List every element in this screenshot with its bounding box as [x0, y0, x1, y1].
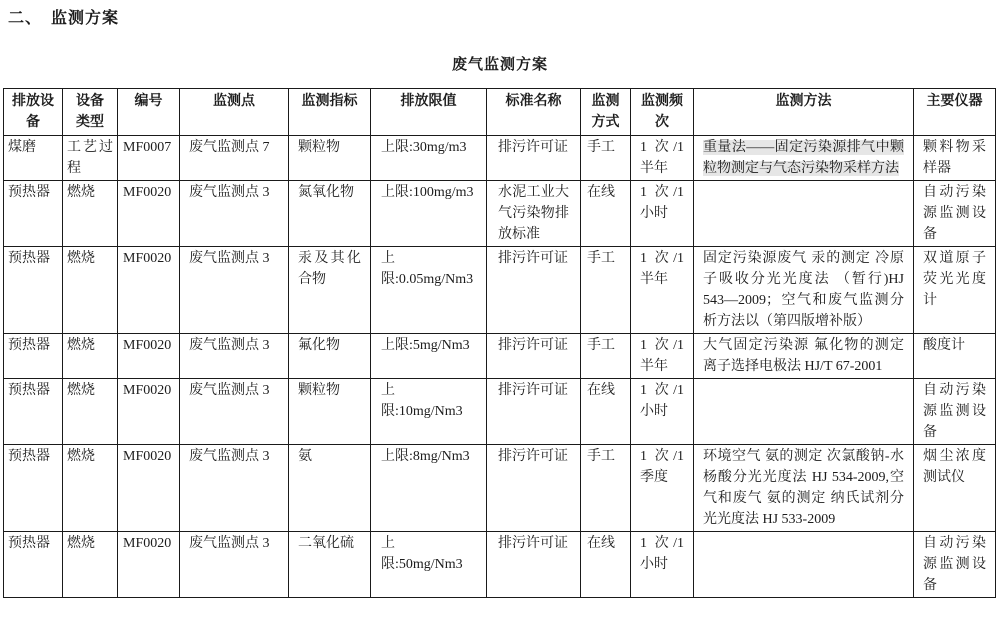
cell-limit: 上限:50mg/Nm3 [371, 532, 487, 598]
cell-point: 废气监测点 3 [180, 247, 289, 334]
cell-standard: 排污许可证 [487, 379, 581, 445]
cell-indicator: 二氧化硫 [289, 532, 371, 598]
cell-code: MF0020 [118, 379, 180, 445]
cell-instrument: 自动污染源监测设备 [914, 181, 996, 247]
cell-type: 燃烧 [63, 532, 118, 598]
cell-point: 废气监测点 3 [180, 181, 289, 247]
cell-instrument: 烟尘浓度测试仪 [914, 445, 996, 532]
cell-type: 燃烧 [63, 181, 118, 247]
table-row [4, 532, 996, 598]
cell-code: MF0020 [118, 532, 180, 598]
column-header: 监测方法 [694, 89, 914, 136]
table-row [4, 181, 996, 247]
cell-device: 煤磨 [4, 136, 63, 181]
cell-instrument: 自动污染源监测设备 [914, 379, 996, 445]
cell-type: 燃烧 [63, 247, 118, 334]
table-row [4, 136, 996, 181]
column-header: 排放限值 [371, 89, 487, 136]
column-header: 排放设备 [4, 89, 63, 136]
cell-method: 环境空气 氨的测定 次氯酸钠-水杨酸分光光度法 HJ 534-2009,空气和废气 氨的测定 纳氏试剂分光光度法 HJ 533-2009 [694, 445, 914, 532]
cell-limit: 上限:5mg/Nm3 [371, 334, 487, 379]
cell-type: 燃烧 [63, 334, 118, 379]
cell-instrument: 酸度计 [914, 334, 996, 379]
cell-indicator: 颗粒物 [289, 136, 371, 181]
table-row [4, 379, 996, 445]
cell-frequency: 1 次/1 小时 [631, 532, 694, 598]
cell-method [694, 136, 914, 181]
cell-instrument: 双道原子荧光光度计 [914, 247, 996, 334]
cell-code: MF0020 [118, 334, 180, 379]
cell-mode: 手工 [581, 247, 631, 334]
cell-instrument: 自动污染源监测设备 [914, 532, 996, 598]
cell-frequency: 1 次/1 半年 [631, 334, 694, 379]
cell-standard: 排污许可证 [487, 532, 581, 598]
cell-method: 大气固定污染源 氟化物的测定 离子选择电极法 HJ/T 67-2001 [694, 334, 914, 379]
cell-point: 废气监测点 3 [180, 334, 289, 379]
cell-code: MF0020 [118, 181, 180, 247]
section-title: 二、 监测方案 [8, 10, 120, 27]
cell-device: 预热器 [4, 532, 63, 598]
cell-type: 燃烧 [63, 445, 118, 532]
column-header: 主要仪器 [914, 89, 996, 136]
cell-device: 预热器 [4, 247, 63, 334]
table-row [4, 334, 996, 379]
cell-code: MF0020 [118, 247, 180, 334]
cell-point: 废气监测点 7 [180, 136, 289, 181]
cell-indicator: 汞及其化合物 [289, 247, 371, 334]
cell-frequency: 1 次/1 小时 [631, 181, 694, 247]
cell-mode: 手工 [581, 334, 631, 379]
cell-code: MF0007 [118, 136, 180, 181]
cell-method [694, 532, 914, 598]
cell-limit: 上限:100mg/m3 [371, 181, 487, 247]
column-header: 监测方式 [581, 89, 631, 136]
cell-device: 预热器 [4, 445, 63, 532]
cell-indicator: 氮氧化物 [289, 181, 371, 247]
cell-mode: 手工 [581, 136, 631, 181]
cell-frequency: 1 次/1 小时 [631, 379, 694, 445]
cell-device: 预热器 [4, 379, 63, 445]
table-row [4, 445, 996, 532]
cell-mode: 在线 [581, 532, 631, 598]
cell-method [694, 181, 914, 247]
cell-device: 预热器 [4, 334, 63, 379]
cell-point: 废气监测点 3 [180, 379, 289, 445]
column-header: 监测点 [180, 89, 289, 136]
column-header: 标准名称 [487, 89, 581, 136]
cell-standard: 排污许可证 [487, 445, 581, 532]
cell-limit: 上限:10mg/Nm3 [371, 379, 487, 445]
cell-limit: 上限:0.05mg/Nm3 [371, 247, 487, 334]
cell-method [694, 379, 914, 445]
cell-point: 废气监测点 3 [180, 532, 289, 598]
cell-indicator: 氨 [289, 445, 371, 532]
column-header: 设备类型 [63, 89, 118, 136]
column-header: 编号 [118, 89, 180, 136]
cell-instrument: 颗料物采样器 [914, 136, 996, 181]
cell-standard: 排污许可证 [487, 247, 581, 334]
cell-mode: 在线 [581, 379, 631, 445]
cell-indicator: 颗粒物 [289, 379, 371, 445]
cell-frequency: 1 次/1 半年 [631, 247, 694, 334]
cell-frequency: 1 次/1 半年 [631, 136, 694, 181]
cell-type: 燃烧 [63, 379, 118, 445]
cell-standard: 水泥工业大气污染物排放标准 [487, 181, 581, 247]
table-row [4, 247, 996, 334]
cell-mode: 手工 [581, 445, 631, 532]
header-row [4, 89, 996, 136]
cell-point: 废气监测点 3 [180, 445, 289, 532]
cell-code: MF0020 [118, 445, 180, 532]
cell-device: 预热器 [4, 181, 63, 247]
cell-type: 工艺过程 [63, 136, 118, 181]
table-body [4, 136, 996, 598]
waste-gas-monitoring-table [3, 88, 996, 598]
column-header: 监测频次 [631, 89, 694, 136]
cell-indicator: 氟化物 [289, 334, 371, 379]
cell-standard: 排污许可证 [487, 334, 581, 379]
column-header: 监测指标 [289, 89, 371, 136]
table-title: 废气监测方案 [451, 57, 548, 73]
cell-limit: 上限:8mg/Nm3 [371, 445, 487, 532]
cell-standard: 排污许可证 [487, 136, 581, 181]
cell-limit: 上限:30mg/m3 [371, 136, 487, 181]
cell-mode: 在线 [581, 181, 631, 247]
highlighted-text: 重量法——固定污染源排气中颗粒物测定与气态污染物采样方法 [703, 140, 904, 176]
cell-method: 固定污染源废气 汞的测定 冷原子吸收分光光度法 （暂行)HJ 543—2009；空气和废气监测分析方法以（第四版增补版） [694, 247, 914, 334]
cell-frequency: 1 次/1 季度 [631, 445, 694, 532]
